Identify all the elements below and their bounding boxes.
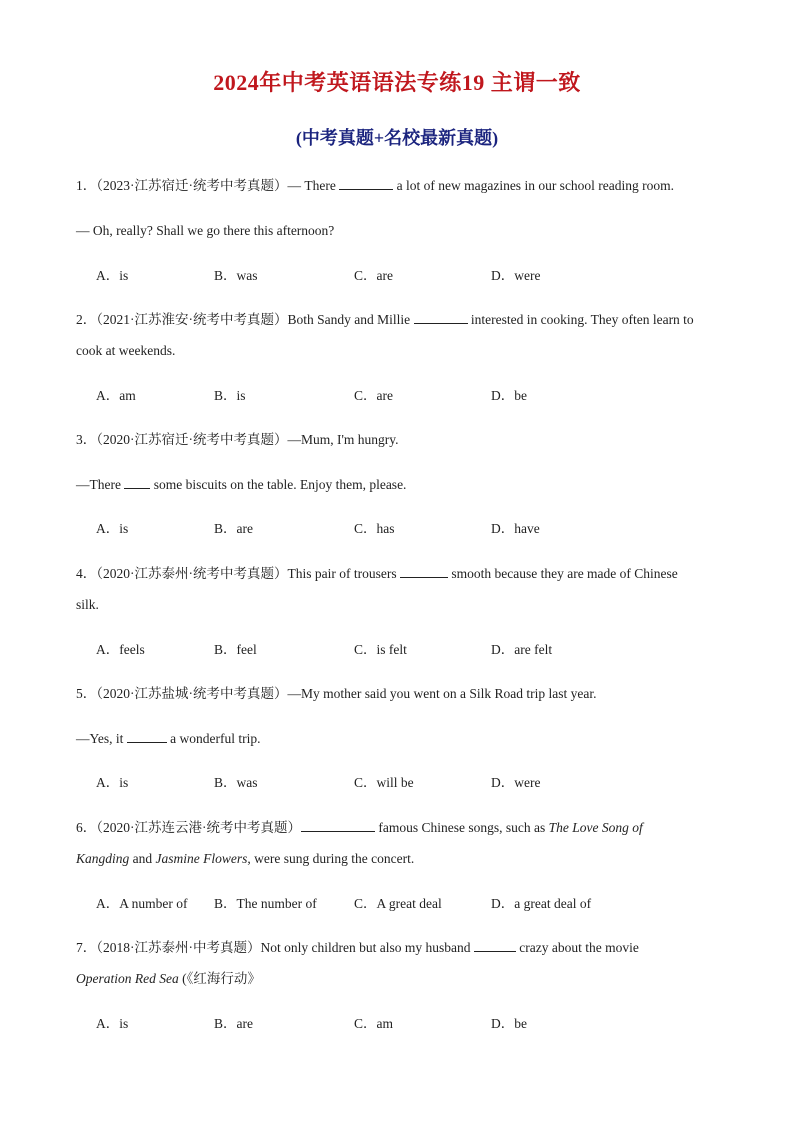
question-1-options: [96, 267, 736, 285]
question-source: （2023·江苏宿迁·统考中考真题）: [96, 178, 288, 193]
question-source: （2020·江苏泰州·统考中考真题）: [96, 566, 288, 581]
question-1: 1．（2023·江苏宿迁·统考中考真题）— There a lot of new magazines in our school reading room.: [76, 178, 675, 193]
answer-blank: [400, 565, 448, 578]
question-source: （2021·江苏淮安·统考中考真题）: [96, 312, 288, 327]
option-d[interactable]: D．were: [491, 268, 541, 283]
option-a[interactable]: A．am: [96, 388, 136, 403]
question-4-continued: silk.: [76, 597, 99, 612]
option-d[interactable]: D．be: [491, 1016, 527, 1031]
question-2-continued: cook at weekends.: [76, 343, 176, 358]
answer-blank: [474, 939, 516, 952]
option-c[interactable]: C．has: [354, 521, 395, 536]
movie-title: Operation Red Sea: [76, 971, 179, 986]
option-c[interactable]: C．are: [354, 268, 393, 283]
question-source: （2020·江苏盐城·统考中考真题）: [96, 686, 288, 701]
song-title: Jasmine Flowers: [155, 851, 248, 866]
question-2-options: [96, 387, 736, 405]
question-7: 7．（2018·江苏泰州·中考真题）Not only children but also my husband crazy about the movie: [76, 940, 639, 955]
option-a[interactable]: A．is: [96, 775, 129, 790]
option-b[interactable]: B．was: [214, 268, 258, 283]
option-a[interactable]: A．A number of: [96, 896, 188, 911]
question-7-continued: Operation Red Sea (《红海行动》: [76, 971, 261, 986]
question-6: 6．（2020·江苏连云港·统考中考真题） famous Chinese songs, such as The Love Song of: [76, 820, 643, 835]
option-b[interactable]: B．is: [214, 388, 246, 403]
question-5-options: [96, 774, 736, 792]
question-5: 5．（2020·江苏盐城·统考中考真题）—My mother said you went on a Silk Road trip last year.: [76, 686, 597, 701]
question-3: 3．（2020·江苏宿迁·统考中考真题）—Mum, I'm hungry.: [76, 432, 399, 447]
question-6-continued: Kangding and Jasmine Flowers, were sung during the concert.: [76, 851, 415, 866]
question-4: 4．（2020·江苏泰州·统考中考真题）This pair of trousers smooth because they are made of Chinese: [76, 566, 678, 581]
question-source: （2020·江苏宿迁·统考中考真题）: [96, 432, 288, 447]
question-5-reply: —Yes, it a wonderful trip.: [76, 731, 261, 746]
option-d[interactable]: D．have: [491, 521, 540, 536]
option-d[interactable]: D．are felt: [491, 642, 553, 657]
page-subtitle: (中考真题+名校最新真题): [295, 128, 499, 148]
option-b[interactable]: B．are: [214, 521, 253, 536]
answer-blank: [414, 311, 468, 324]
option-c[interactable]: C．are: [354, 388, 393, 403]
song-title: Kangding: [76, 851, 130, 866]
option-d[interactable]: D．a great deal of: [491, 896, 592, 911]
answer-blank: [124, 476, 150, 489]
answer-blank: [127, 730, 167, 743]
question-6-options: [96, 895, 736, 913]
option-b[interactable]: B．The number of: [214, 896, 317, 911]
question-2: 2．（2021·江苏淮安·统考中考真题）Both Sandy and Millie interested in cooking. They often learn to: [76, 312, 694, 327]
option-c[interactable]: C．am: [354, 1016, 393, 1031]
question-3-options: [96, 520, 736, 538]
option-c[interactable]: C．is felt: [354, 642, 407, 657]
option-a[interactable]: A．is: [96, 1016, 129, 1031]
question-source: （2018·江苏泰州·中考真题）: [96, 940, 261, 955]
question-1-reply: — Oh, really? Shall we go there this afternoon?: [76, 223, 335, 238]
option-a[interactable]: A．is: [96, 268, 129, 283]
option-a[interactable]: A．feels: [96, 642, 145, 657]
option-d[interactable]: D．be: [491, 388, 527, 403]
option-b[interactable]: B．was: [214, 775, 258, 790]
question-source: （2020·江苏连云港·统考中考真题）: [96, 820, 301, 835]
option-b[interactable]: B．feel: [214, 642, 257, 657]
question-4-options: [96, 641, 736, 659]
answer-blank: [339, 177, 393, 190]
song-title: The Love Song of: [548, 820, 643, 835]
option-a[interactable]: A．is: [96, 521, 129, 536]
question-7-options: [96, 1015, 736, 1033]
question-3-reply: —There some biscuits on the table. Enjoy them, please.: [76, 477, 407, 492]
option-d[interactable]: D．were: [491, 775, 541, 790]
page-title: 2024年中考英语语法专练19 主谓一致: [213, 70, 581, 95]
option-c[interactable]: C．A great deal: [354, 896, 442, 911]
answer-blank: [301, 819, 375, 832]
option-b[interactable]: B．are: [214, 1016, 253, 1031]
option-c[interactable]: C．will be: [354, 775, 414, 790]
